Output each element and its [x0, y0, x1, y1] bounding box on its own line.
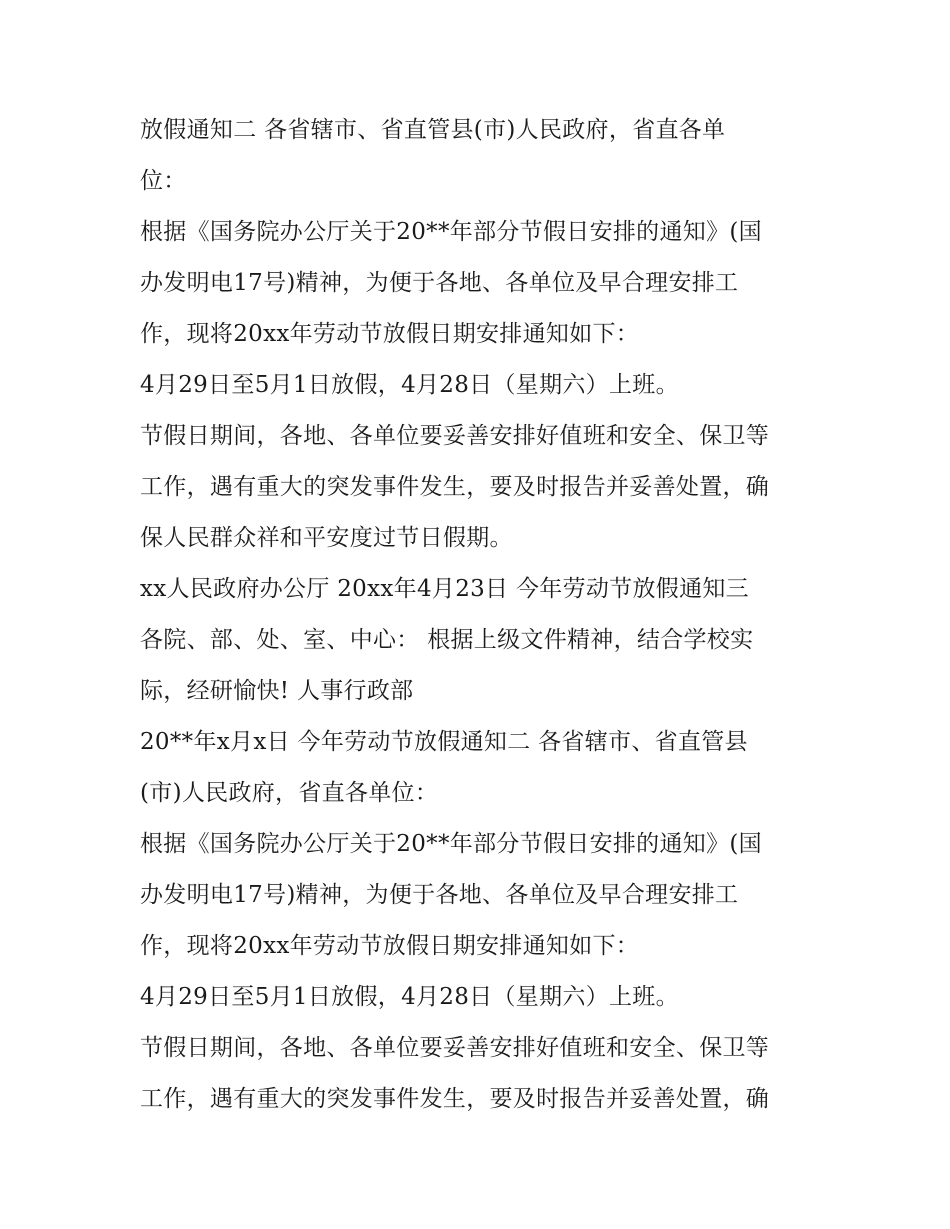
text-line: 节假日期间，各地、各单位要妥善安排好值班和安全、保卫等	[140, 423, 770, 449]
text-line: 际，经研愉快! 人事行政部	[140, 678, 414, 704]
text-line: 节假日期间，各地、各单位要妥善安排好值班和安全、保卫等	[140, 1035, 770, 1061]
text-line: 根据《国务院办公厅关于20**年部分节假日安排的通知》(国	[140, 831, 762, 857]
text-line: 4月29日至5月1日放假，4月28日（星期六）上班。	[140, 372, 679, 398]
document-body	[140, 105, 830, 1125]
text-line: 工作，遇有重大的突发事件发生，要及时报告并妥善处置，确	[140, 474, 770, 500]
text-line: 工作，遇有重大的突发事件发生，要及时报告并妥善处置，确	[140, 1086, 770, 1112]
text-line: 20**年x月x日 今年劳动节放假通知二 各省辖市、省直管县	[140, 729, 748, 755]
text-line: 办发明电17号)精神，为便于各地、各单位及早合理安排工	[140, 882, 739, 908]
text-line: 办发明电17号)精神，为便于各地、各单位及早合理安排工	[140, 270, 739, 296]
text-line: 保人民群众祥和平安度过节日假期。	[140, 525, 513, 551]
text-line: 放假通知二 各省辖市、省直管县(市)人民政府，省直各单	[140, 117, 726, 143]
text-line: 各院、部、处、室、中心： 根据上级文件精神，结合学校实	[140, 627, 754, 653]
text-line: 根据《国务院办公厅关于20**年部分节假日安排的通知》(国	[140, 219, 762, 245]
text-line: xx人民政府办公厅 20xx年4月23日 今年劳动节放假通知三	[140, 576, 749, 602]
text-line: 位：	[140, 168, 187, 194]
text-line: 作，现将20xx年劳动节放假日期安排通知如下：	[140, 933, 640, 959]
text-line: (市)人民政府，省直各单位：	[140, 780, 439, 806]
text-line: 作，现将20xx年劳动节放假日期安排通知如下：	[140, 321, 640, 347]
text-line: 4月29日至5月1日放假，4月28日（星期六）上班。	[140, 984, 679, 1010]
